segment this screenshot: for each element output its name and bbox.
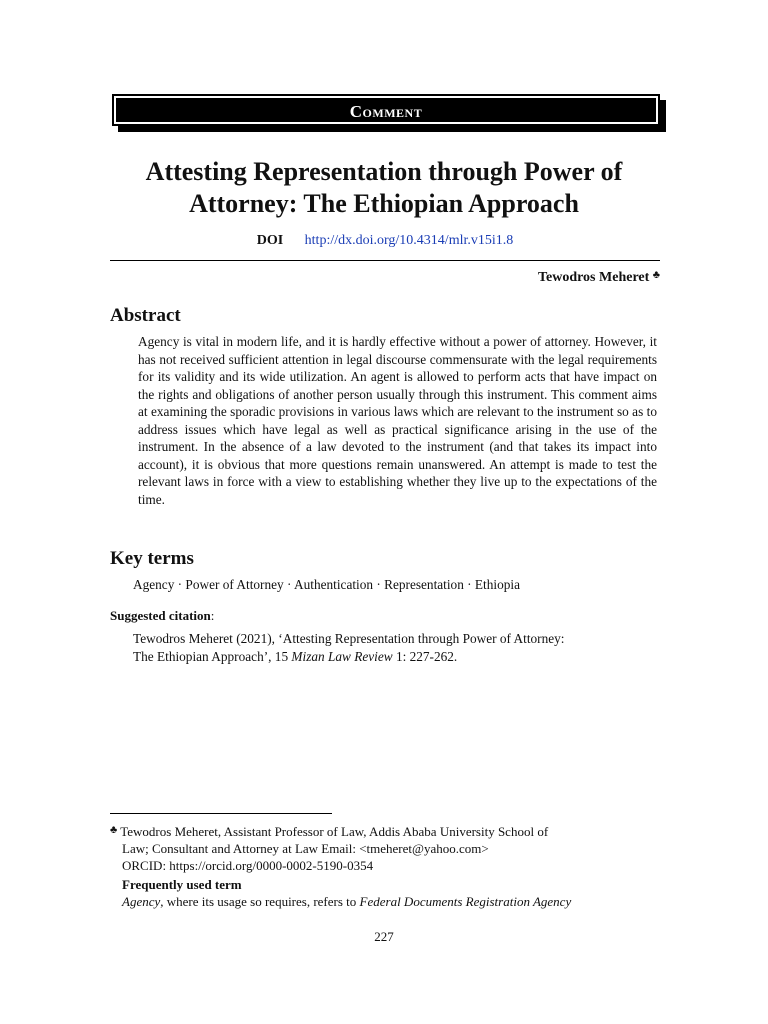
citation-line-1: Tewodros Meheret (2021), ‘Attesting Representation through Power of Attorney:	[133, 631, 565, 646]
footnote-line-1	[110, 822, 658, 840]
citation-line-2	[133, 648, 663, 666]
abstract-heading: Abstract	[110, 305, 181, 326]
footnote-line-1-text: Tewodros Meheret, Assistant Professor of Law, Addis Ababa University School of	[117, 824, 549, 839]
footnote-line-2: Law; Consultant and Attorney at Law Email: <tmeheret@yahoo.com>	[122, 841, 489, 856]
article-title	[100, 156, 668, 220]
author-name	[538, 269, 660, 286]
section-banner	[112, 94, 666, 132]
doi-row	[110, 233, 660, 249]
citation-label	[110, 608, 214, 624]
page-number: 227	[374, 929, 394, 944]
club-mark-icon: ♣	[652, 269, 660, 281]
citation-label-text: Suggested citation	[110, 608, 211, 623]
key-terms-list: Agency · Power of Attorney · Authentication · Representation · Ethiopia	[133, 577, 520, 592]
citation-pre: The Ethiopian Approach’, 15	[133, 649, 292, 664]
footnote	[110, 822, 658, 874]
citation-colon: :	[210, 608, 215, 623]
frequent-term-middle: , where its usage so requires, refers to	[160, 894, 360, 909]
frequent-term-meaning: Federal Documents Registration Agency	[359, 894, 572, 909]
citation-post: 1: 227-262.	[392, 649, 458, 664]
frequent-term-heading: Frequently used term	[122, 877, 242, 892]
title-line-1: Attesting Representation through Power of	[145, 157, 623, 186]
banner-box	[112, 94, 660, 126]
title-line-2: Attorney: The Ethiopian Approach	[189, 189, 579, 218]
citation-text	[133, 630, 663, 666]
footnote-rule	[110, 813, 332, 814]
abstract-text: Agency is vital in modern life, and it is hardly effective without a power of attorney. However, it has not received sufficient attention in legal discourse commensurate with the legal requirements for its validity and its wide utilization. An agent is allowed to perform acts that have impact on the rights and obligations of another person usually through this instrument. This comment aims at examining the sporadic provisions in various laws which are relevant to the instrument so as to address issues which have legal as well as practical significance arising in the use of the instrument. In the absence of a law devoted to the instrument (and that takes its impact into account), it is obvious that more questions remain unanswered. An attempt is made to test the relevant laws in force with a view to establishing whether they live up to the expectations of the time.	[138, 334, 657, 507]
banner-label: Comment	[118, 100, 654, 120]
key-terms-heading: Key terms	[110, 548, 194, 569]
doi-link[interactable]: http://dx.doi.org/10.4314/mlr.v15i1.8	[304, 233, 514, 248]
citation-journal: Mizan Law Review	[291, 649, 393, 664]
doi-label: DOI	[256, 233, 284, 248]
author-name-text: Tewodros Meheret	[537, 270, 650, 285]
header-rule	[110, 260, 660, 261]
frequent-term-text	[122, 894, 571, 910]
frequent-term-word: Agency	[122, 894, 161, 909]
footnote-orcid: ORCID: https://orcid.org/0000-0002-5190-0354	[122, 858, 374, 873]
club-mark-icon: ♣	[110, 824, 118, 836]
